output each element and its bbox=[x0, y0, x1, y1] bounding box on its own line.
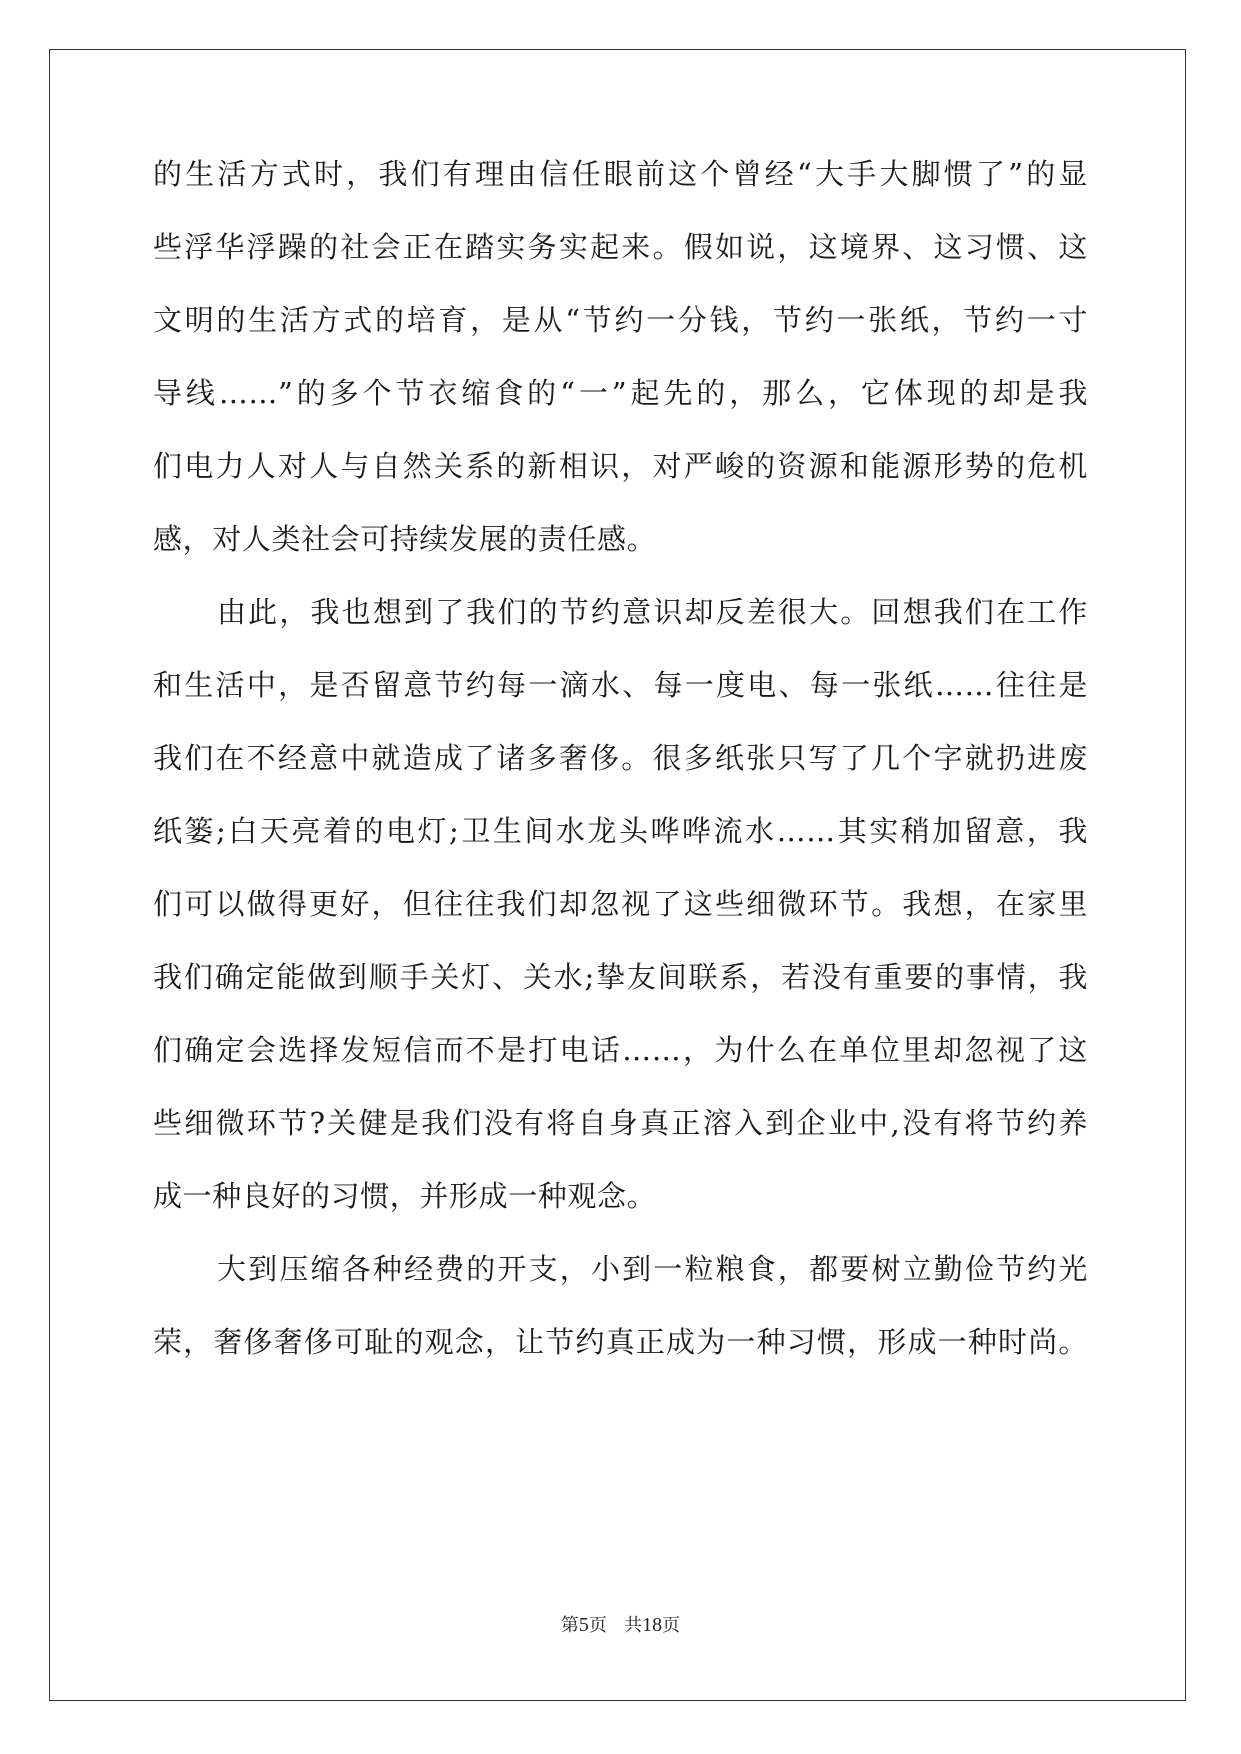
text-line: 荣，奢侈奢侈可耻的观念，让节约真正成为一种习惯，形成一种时尚。 bbox=[153, 1325, 1088, 1359]
text-line: 和生活中，是否留意节约每一滴水、每一度电、每一张纸……往往是 bbox=[153, 668, 1088, 702]
total-prefix: 共 bbox=[624, 1615, 643, 1636]
text-line: 我们确定能做到顺手关灯、关水;挚友间联系，若没有重要的事情，我 bbox=[153, 960, 1088, 994]
text-line: 我们在不经意中就造成了诸多奢侈。很多纸张只写了几个字就扔进废 bbox=[153, 741, 1088, 775]
text-line: 导线……”的多个节衣缩食的“一”起先的，那么，它体现的却是我 bbox=[153, 376, 1088, 410]
text-line: 的生活方式时，我们有理由信任眼前这个曾经“大手大脚惯了”的显 bbox=[153, 157, 1088, 191]
text-line: 大到压缩各种经费的开支，小到一粒粮食，都要树立勤俭节约光 bbox=[217, 1252, 1088, 1286]
text-line: 们确定会选择发短信而不是打电话……，为什么在单位里却忽视了这 bbox=[153, 1033, 1088, 1067]
text-line: 文明的生活方式的培育，是从“节约一分钱，节约一张纸，节约一寸 bbox=[153, 303, 1088, 337]
text-line: 们可以做得更好，但往往我们却忽视了这些细微环节。我想，在家里 bbox=[153, 887, 1088, 921]
page-number-footer bbox=[0, 1614, 1241, 1637]
text-line: 们电力人对人与自然关系的新相识，对严峻的资源和能源形势的危机 bbox=[153, 449, 1088, 483]
page-suffix: 页 bbox=[588, 1615, 607, 1636]
text-line: 纸篓;白天亮着的电灯;卫生间水龙头哗哗流水……其实稍加留意，我 bbox=[153, 814, 1088, 848]
total-pages-number: 18 bbox=[642, 1614, 663, 1636]
page-border bbox=[49, 49, 1186, 1701]
text-line: 感，对人类社会可持续发展的责任感。 bbox=[153, 522, 657, 556]
current-page-number: 5 bbox=[578, 1614, 589, 1636]
page-prefix: 第 bbox=[560, 1615, 579, 1636]
text-line: 些浮华浮躁的社会正在踏实务实起来。假如说，这境界、这习惯、这 bbox=[153, 230, 1088, 264]
text-line: 些细微环节?关健是我们没有将自身真正溶入到企业中,没有将节约养 bbox=[153, 1106, 1088, 1140]
text-line: 成一种良好的习惯，并形成一种观念。 bbox=[153, 1179, 657, 1213]
total-suffix: 页 bbox=[662, 1615, 681, 1636]
text-line: 由此，我也想到了我们的节约意识却反差很大。回想我们在工作 bbox=[217, 595, 1088, 629]
